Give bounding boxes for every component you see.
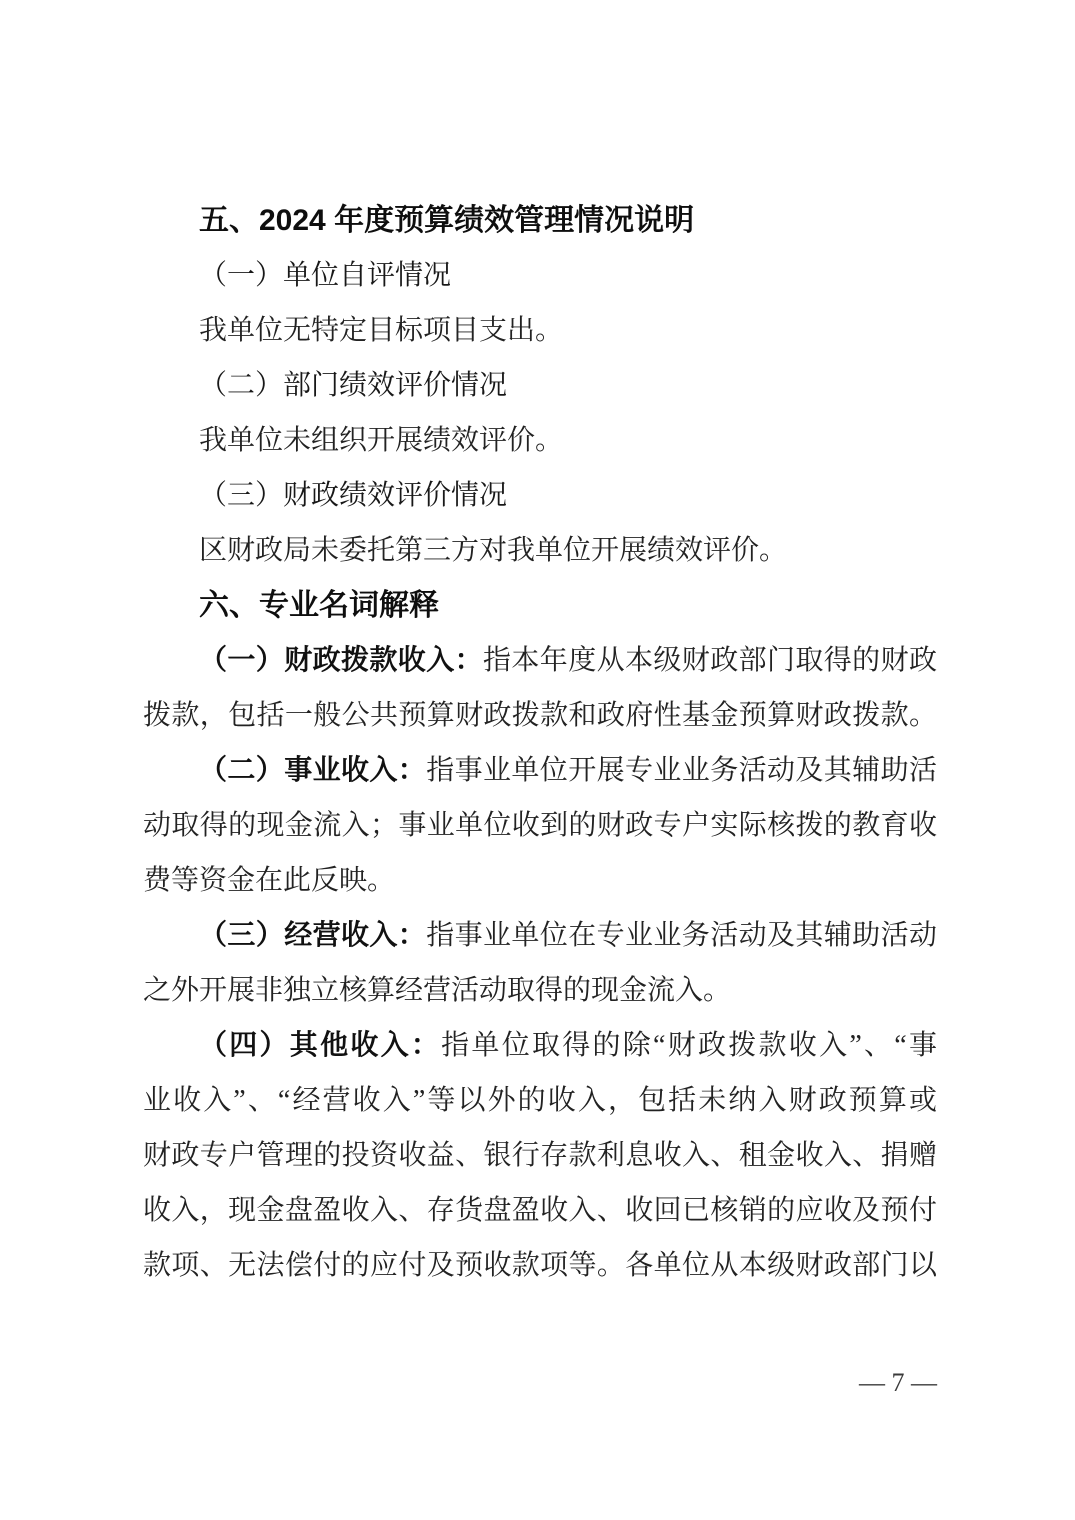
line-text: 指单位取得的除“财政拨款收入”、“事 [441, 1030, 937, 1061]
line-text: （二）部门绩效评价情况 [199, 370, 508, 401]
term-lead: （四）其他收入： [199, 1030, 442, 1061]
text-line [143, 1238, 937, 1293]
text-line [143, 743, 937, 798]
line-text: 拨款，包括一般公共预算财政拨款和政府性基金预算财政拨款。 [143, 700, 937, 731]
text-line [143, 963, 937, 1018]
text-line [143, 523, 937, 578]
term-lead: （二）事业收入： [199, 755, 427, 786]
line-text: 指本年度从本级财政部门取得的财政 [483, 645, 937, 676]
text-line [143, 1018, 937, 1073]
term-lead: （三）经营收入： [199, 920, 427, 951]
line-text: （一）单位自评情况 [199, 260, 452, 291]
line-text: 动取得的现金流入；事业单位收到的财政专户实际核拨的教育收 [143, 810, 937, 841]
line-text: 财政专户管理的投资收益、银行存款利息收入、租金收入、捐赠 [143, 1140, 937, 1171]
text-line [143, 1128, 937, 1183]
line-text: 我单位无特定目标项目支出。 [199, 315, 564, 346]
line-text: 业收入”、“经营收入”等以外的收入，包括未纳入财政预算或 [143, 1085, 937, 1116]
section-heading: 五、2024 年度预算绩效管理情况说明 [199, 204, 695, 237]
line-text: 收入，现金盘盈收入、存货盘盈收入、收回已核销的应收及预付 [143, 1195, 937, 1226]
page-number: — 7 — [859, 1368, 937, 1397]
text-line [143, 413, 937, 468]
text-line [143, 853, 937, 908]
text-line [143, 908, 937, 963]
subheading-line [143, 248, 937, 303]
text-line [143, 798, 937, 853]
text-line [143, 303, 937, 358]
line-text: （三）财政绩效评价情况 [199, 480, 508, 511]
line-text: 款项、无法偿付的应付及预收款项等。各单位从本级财政部门以 [143, 1250, 937, 1281]
line-text: 区财政局未委托第三方对我单位开展绩效评价。 [199, 535, 788, 566]
line-text: 之外开展非独立核算经营活动取得的现金流入。 [143, 975, 732, 1006]
line-text: 费等资金在此反映。 [143, 865, 396, 896]
text-line [143, 688, 937, 743]
term-lead: （一）财政拨款收入： [199, 645, 483, 676]
line-text: 指事业单位在专业业务活动及其辅助活动 [426, 920, 937, 951]
text-line [143, 1073, 937, 1128]
subheading-line [143, 468, 937, 523]
line-text: 我单位未组织开展绩效评价。 [199, 425, 564, 456]
text-line [143, 633, 937, 688]
line-text: 指事业单位开展专业业务活动及其辅助活 [426, 755, 937, 786]
section-heading: 六、专业名词解释 [199, 589, 439, 622]
text-line [143, 1183, 937, 1238]
subheading-line [143, 358, 937, 413]
document-content [143, 193, 937, 1293]
